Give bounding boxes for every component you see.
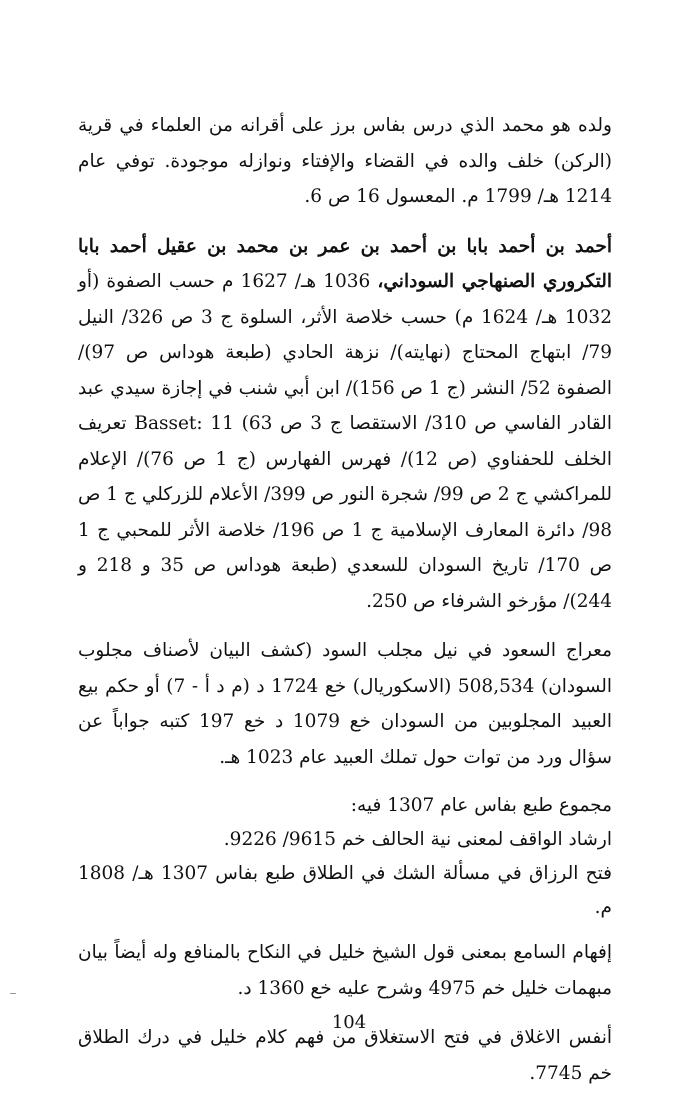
- paragraph-text: 1036 هـ/ 1627 م حسب الصفوة (أو 1032 هـ/ 1624 م) حسب خلاصة الأثر، السلوة ج 3 ص 326/ النيل 79/ ابتهاج المحتاج (نهايته)/ نزهة الحادي (طبعة هوداس ص 97)/ الصفوة 52/ النشر (ج 1 ص 156)/ ابن أبي شنب في إجازة سيدي عبد القادر الفاسي ص 310/ الاستقصا ج 3 ص 63) Basset: 11 تعريف الخلف للحفناوي (ص 12)/ فهرس الفهارس (ج 1 ص 76)/ الإعلام للمراكشي ج 2 ص 99/ شجرة النور ص 399/ الأعلام للزركلي ج 1 ص 98/ دائرة المعارف الإسلامية ج 1 ص 196/ خلاصة الأثر للمحبي ج 1 ص 170/ تاريخ السودان للسعدي (طبعة هوداس ص 35 و 218 و 244)/ مؤرخو الشرفاء ص 250.: [78, 271, 613, 612]
- page-number: 104: [331, 1012, 367, 1033]
- paragraph-ifham-al-sami: [78, 935, 612, 1006]
- margin-mark: [10, 993, 16, 994]
- paragraph-text: معراج السعود في نيل مجلب السود (كشف البيان لأصناف مجلوب السودان) 508,534 (الاسكوريال) خع 1724 د (م د أ - 7) أو حكم بيع العبيد المجلوبين من السودان خع 1079 د خع 197 كتبه جواباً عن سؤال ورد من توات حول تملك العبيد عام 1023 هـ.: [78, 640, 612, 768]
- paragraph-text: إفهام السامع بمعنى قول الشيخ خليل في النكاح بالمنافع وله أيضاً بيان مبهمات خليل خم 4975 وشرح عليه خع 1360 د.: [78, 942, 612, 999]
- document-body: [78, 108, 612, 1105]
- paragraph-muhammad: [78, 108, 612, 215]
- entry-heading: أحمد بن أحمد بابا بن أحمد بن عمر بن محمد بن عقيل أحمد بابا التكروري الصنهاجي السوداني،: [78, 235, 612, 292]
- collection-line-irshad: ارشاد الواقف لمعنى نية الحالف خم 9615/ 9226.: [223, 829, 612, 850]
- collection-line-title: مجموع طبع بفاس عام 1307 فيه:: [350, 795, 612, 816]
- paragraph-miraj-al-suud: [78, 633, 612, 775]
- paragraph-ahmad-baba-biography: [78, 229, 612, 620]
- collection-line-fath: فتح الرزاق في مسألة الشك في الطلاق طبع بفاس 1307 هـ/ 1808 م.: [78, 863, 612, 918]
- paragraph-text: ولده هو محمد الذي درس بفاس برز على أقرانه من العلماء في قرية (الركن) خلف والده في القضاء والإفتاء ونوازله موجودة. توفي عام 1214 هـ/ 1799 م. المعسول 16 ص 6.: [78, 115, 612, 207]
- collection-list: [78, 789, 612, 925]
- paragraph-text: أنفس الاغلاق في فتح الاستغلاق من فهم كلام خليل في درك الطلاق خم 7745.: [78, 1027, 612, 1084]
